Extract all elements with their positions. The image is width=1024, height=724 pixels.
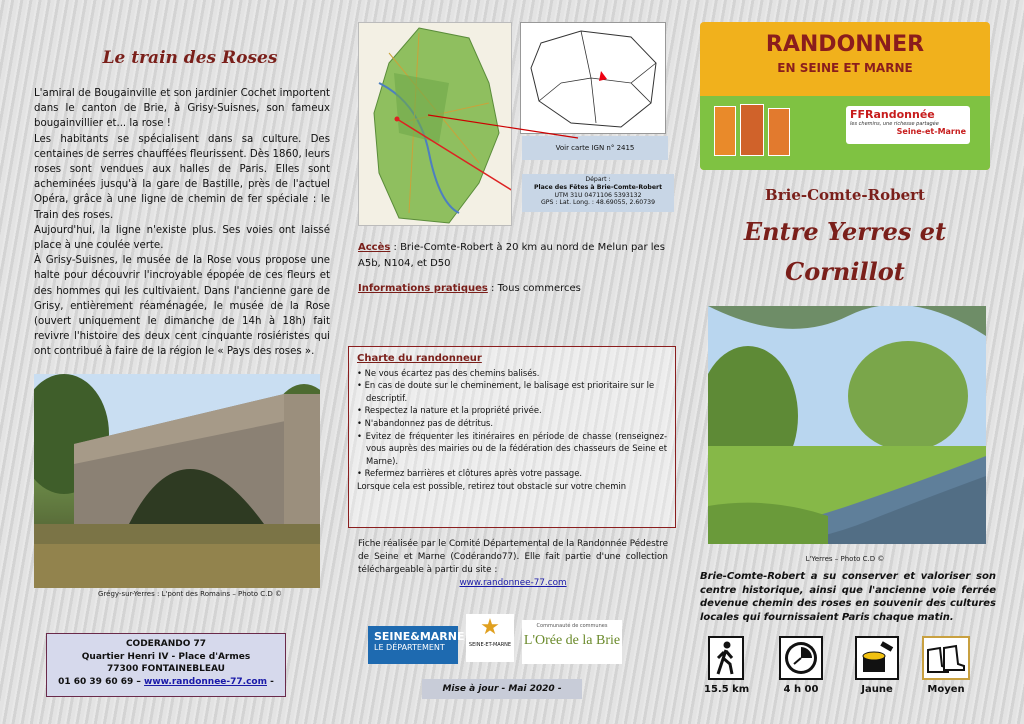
logo2-text: SEINE-ET-MARNE <box>468 642 512 648</box>
charte-item-text: Ne vous écartez pas des chemins balisés. <box>364 367 540 378</box>
stat-duration-label: 4 h 00 <box>783 684 819 695</box>
department-star-logo <box>466 614 514 662</box>
depart-gps: GPS : Lat. Long. : 48.69055, 2.60739 <box>540 199 656 207</box>
stat-marking-label: Jaune <box>861 684 893 695</box>
logo3-text: L'Orée de la Brie <box>523 633 621 648</box>
logo3-small: Communauté de communes <box>536 623 608 629</box>
stat-difficulty-label: Moyen <box>927 684 965 695</box>
contact-box <box>46 633 286 697</box>
clock-icon <box>779 636 823 680</box>
banner-subtitle: EN SEINE ET MARNE <box>777 61 913 75</box>
charte-title: Charte du randonneur <box>357 353 482 364</box>
charte-footer: Lorsque cela est possible, retirez tout obstacle sur votre chemin <box>357 480 627 491</box>
stat-distance-label: 15.5 km <box>704 684 750 695</box>
ffr-tagline: les chemins, une richesse partagée <box>850 121 939 127</box>
charte-item-text: Respectez la nature et la propriété privée. <box>364 405 542 416</box>
stat-duration <box>776 636 826 695</box>
practical-info <box>358 283 668 294</box>
list-item: • Respectez la nature et la propriété privée. <box>357 405 542 416</box>
charte-list <box>357 367 667 480</box>
guidebook-cover <box>768 108 790 156</box>
depart-utm: UTM 31U 0471106 5393132 <box>554 191 642 199</box>
guidebook-cover <box>714 106 736 156</box>
stat-marking <box>852 636 902 695</box>
contact-address: Quartier Henri IV - Place d'Armes <box>81 651 251 662</box>
river-illustration <box>708 306 986 544</box>
ffr-region: Seine-et-Marne <box>896 127 966 136</box>
depart-box <box>522 174 674 212</box>
acces-text: : Brie-Comte-Robert à 20 km au nord de Melun par les A5b, N104, et D50 <box>358 242 665 269</box>
contact-org: CODERANDO 77 <box>125 639 207 649</box>
infos-label: Informations pratiques <box>358 283 488 294</box>
update-date: Mise à jour - Mai 2020 - <box>442 684 562 694</box>
list-item: • Evitez de fréquenter les itinéraires en période de chasse (renseignez-vous auprès des mairies ou de la fédération des chasseurs de Seine et Marne). <box>357 430 667 466</box>
acces-info <box>358 240 668 272</box>
route-title <box>700 212 990 292</box>
left-title: Le train des Roses <box>102 48 278 68</box>
depart-label: Départ : <box>585 176 611 183</box>
paragraph: Les habitants se spécialisent dans sa culture. Des centaines de serres chauffées fleurissent. Dès 1860, leurs roses sont vendues aux halles de Paris. Elles sont acheminées jusqu'à la gare de Bastille, près de l'actuel Opéra, grâce à une ligne de chemin de fer spéciale : le Train des roses. <box>34 133 330 221</box>
ffr-name: FFRandonnée <box>850 108 935 121</box>
randonner-banner <box>700 22 990 170</box>
river-photo <box>708 306 986 544</box>
oree-de-la-brie-logo <box>522 620 622 664</box>
banner-title: RANDONNER <box>765 32 925 57</box>
list-item: • En cas de doute sur le cheminement, le balisage est prioritaire sur le descriptif. <box>357 380 655 403</box>
paragraph: L'amiral de Bougainville et son jardinier Cochet importent dans le canton de Brie, à Grisy-Suisnes, son fameux bougainvillier et... la rose ! <box>34 88 330 130</box>
seine-et-marne-logo <box>368 626 465 664</box>
bridge-photo-caption: Grégy-sur-Yerres : L'pont des Romains – Photo C.D © <box>98 590 282 598</box>
logo1-line1: SEINE&MARNE <box>374 630 465 643</box>
hiker-icon <box>708 636 744 680</box>
bridge-photo <box>34 374 320 588</box>
contact-website-link[interactable]: www.randonnee-77.com <box>144 676 267 687</box>
paint-pot-icon <box>855 636 899 680</box>
fiche-credit <box>358 538 668 590</box>
contact-city: 77300 FONTAINEBLEAU <box>107 664 225 674</box>
boots-icon <box>922 636 970 680</box>
left-text <box>34 86 330 360</box>
depart-place: Place des Fêtes à Brie-Comte-Robert <box>533 183 663 191</box>
contact-tail: - <box>270 676 274 687</box>
river-photo-caption: L'Yerres – Photo C.D © <box>805 555 885 563</box>
route-title-line1: Entre Yerres et <box>743 217 947 246</box>
guidebook-cover <box>740 104 764 156</box>
update-box <box>422 679 582 699</box>
infos-text: : Tous commerces <box>487 283 581 294</box>
list-item: • Ne vous écartez pas des chemins balisés. <box>357 367 540 378</box>
charte-item-text: En cas de doute sur le cheminement, le balisage est prioritaire sur le descriptif. <box>364 380 655 403</box>
list-item: • N'abandonnez pas de détritus. <box>357 417 494 428</box>
charte-item-text: Evitez de fréquenter les itinéraires en période de chasse (renseignez-vous auprès des mairies ou de la fédération des chasseurs de Seine et Marne). <box>365 430 667 466</box>
contact-phone: 01 60 39 60 69 – <box>58 676 141 687</box>
town-name: Brie-Comte-Robert <box>765 186 925 204</box>
ffrandonnee-logo <box>846 106 970 144</box>
logo1-line2: LE DÉPARTEMENT <box>374 643 445 652</box>
contact-phone-line <box>47 676 285 689</box>
stat-distance <box>704 636 748 695</box>
charte-item-text: Refermez barrières et clôtures après votre passage. <box>364 468 583 479</box>
acces-label: Accès <box>358 242 391 253</box>
fiche-text: Fiche réalisée par le Comité Départemental de la Randonnée Pédestre de Seine et Marne (Codérando77). Elle fait partie d'une collection téléchargeable à partir du site : <box>358 539 668 575</box>
list-item: • Refermez barrières et clôtures après votre passage. <box>357 468 583 479</box>
fiche-website-link[interactable]: www.randonnee-77.com <box>459 578 567 588</box>
route-description: Brie-Comte-Robert a su conserver et valoriser son centre historique, ainsi que l'ancienne voie ferrée devenue chemin des roses en souvenir des cultures locales qui fournissaient Paris chaque matin. <box>700 571 996 623</box>
route-title-line2: Cornillot <box>785 257 905 286</box>
bridge-illustration <box>34 374 320 588</box>
paragraph: Aujourd'hui, la ligne n'existe plus. Ses voies ont laissé place à une coulée verte. <box>34 224 330 252</box>
charte-box <box>348 346 676 528</box>
depart-pointer-arrow <box>428 110 588 140</box>
paragraph: À Grisy-Suisnes, le musée de la Rose vous propose une halte pour découvrir l'incroyable épopée de ces fleurs et des hommes qui les cultivaient. Dans l'ancienne gare de Grisy, entièrement réaménagée, le musée de la Rose (ouvert uniquement le dimanche de 14h à 18h) fait revivre l'histoire des deux cent cinquante rosiéristes qui ont contribué à faire de la région le « Pays des roses ». <box>34 255 330 358</box>
charte-item-text: N'abandonnez pas de détritus. <box>364 417 494 428</box>
star-icon: ★ <box>480 615 500 640</box>
stat-difficulty <box>920 636 972 695</box>
ign-map-ref: Voir carte IGN n° 2415 <box>555 144 635 152</box>
